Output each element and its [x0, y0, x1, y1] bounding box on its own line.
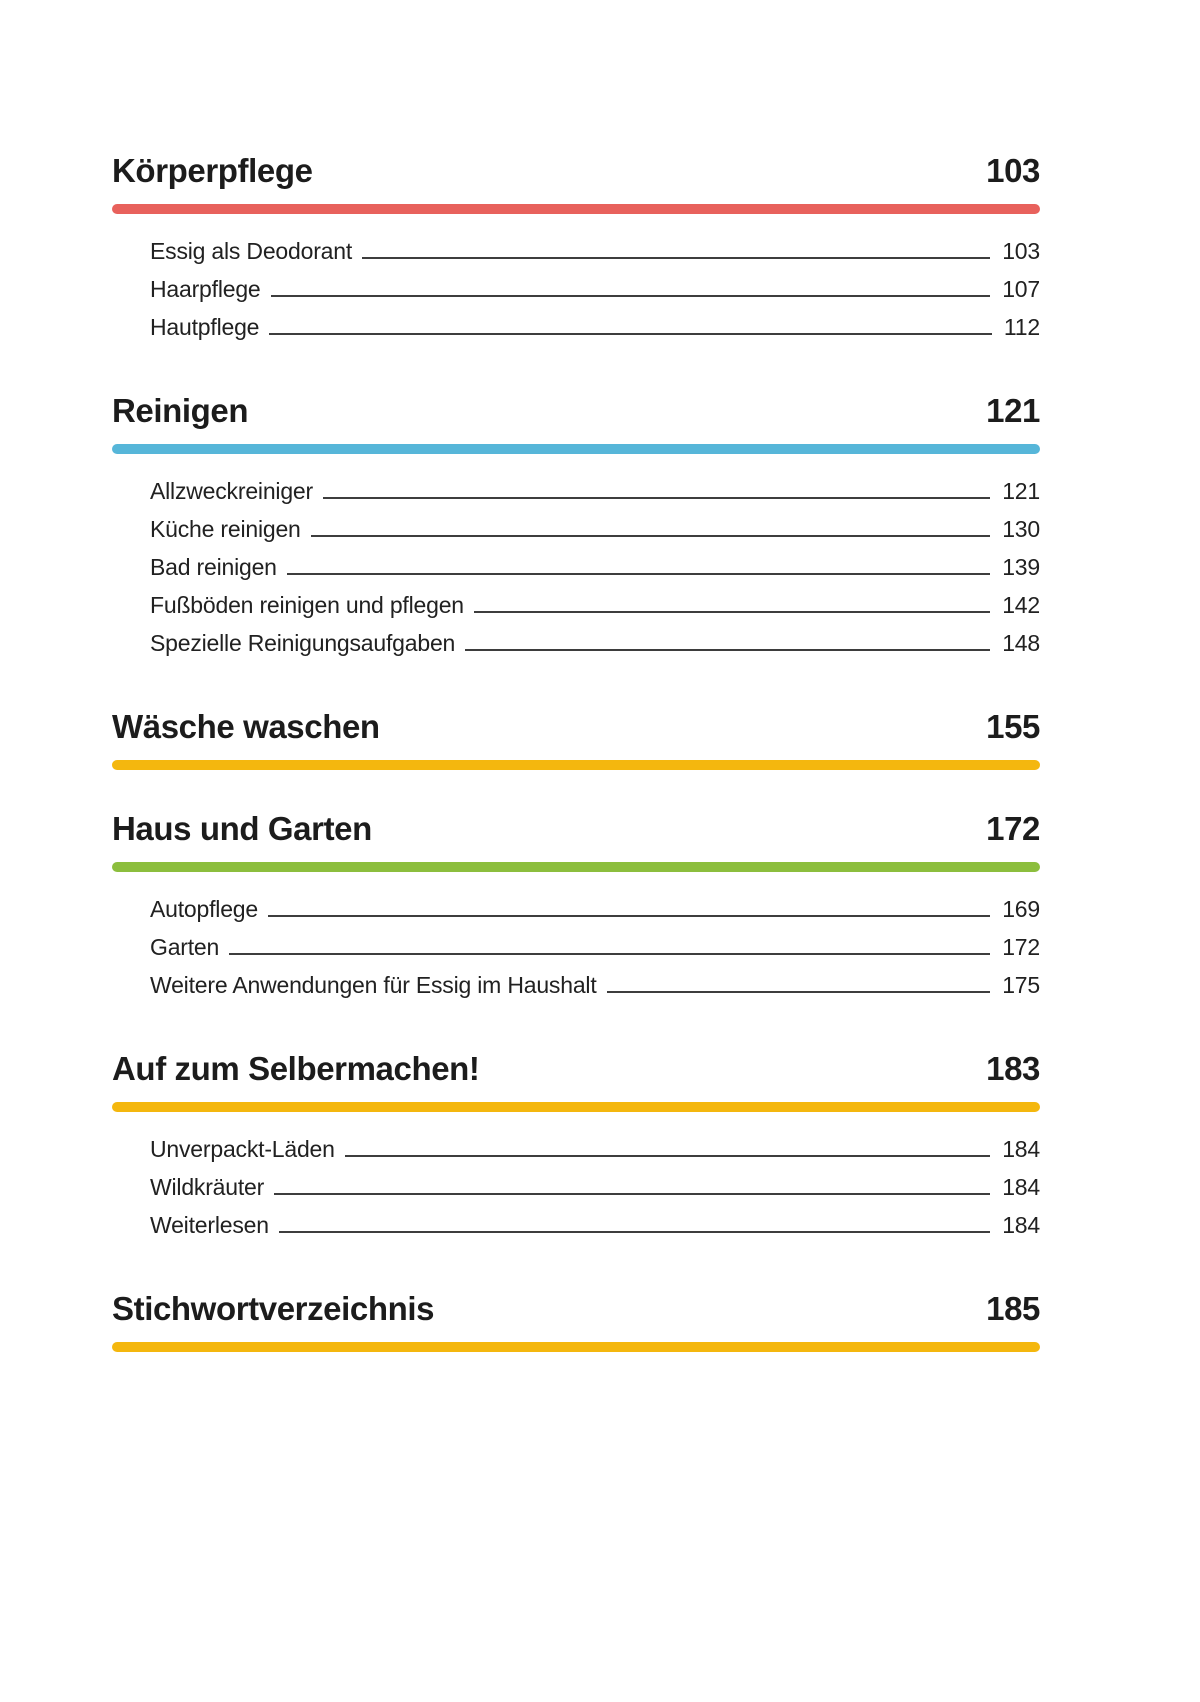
leader-line: [279, 1231, 990, 1233]
toc-entry-label: Weitere Anwendungen für Essig im Haushalt: [150, 972, 597, 998]
toc-entry-label: Unverpackt-Läden: [150, 1136, 335, 1162]
toc-entry-page-number: 148: [1002, 630, 1040, 656]
leader-line: [287, 573, 990, 575]
toc-entry-page-number: 139: [1002, 554, 1040, 580]
toc-entry-label: Weiterlesen: [150, 1212, 269, 1238]
section-heading-row: [112, 150, 1040, 192]
toc-entry: [150, 630, 1040, 668]
leader-line: [269, 333, 992, 335]
toc-sections-container: [112, 150, 1040, 1352]
toc-entry-label: Autopflege: [150, 896, 258, 922]
toc-entry: [150, 478, 1040, 516]
toc-entry: [150, 238, 1040, 276]
leader-line: [465, 649, 990, 651]
leader-line: [345, 1155, 990, 1157]
leader-line: [311, 535, 991, 537]
section-entries: [112, 872, 1040, 1010]
toc-entry-page-number: 169: [1002, 896, 1040, 922]
toc-entry-page-number: 112: [1003, 314, 1040, 340]
toc-entry-label: Bad reinigen: [150, 554, 277, 580]
toc-section: [112, 706, 1040, 770]
leader-line: [323, 497, 990, 499]
section-page-number: 185: [986, 1290, 1040, 1327]
leader-line: [362, 257, 990, 259]
section-heading-row: [112, 706, 1040, 748]
leader-line: [271, 295, 991, 297]
section-title: Stichwortverzeichnis: [112, 1290, 435, 1327]
section-heading-row: [112, 1288, 1040, 1330]
section-accent-bar: [112, 1102, 1040, 1112]
toc-entry: [150, 516, 1040, 554]
toc-entry: [150, 276, 1040, 314]
section-entries: [112, 454, 1040, 668]
toc-entry-label: Spezielle Reinigungsaufgaben: [150, 630, 456, 656]
toc-section: [112, 390, 1040, 668]
section-title: Wäsche waschen: [112, 708, 380, 745]
toc-entry-label: Küche reinigen: [150, 516, 301, 542]
leader-line: [229, 953, 990, 955]
toc-entry-page-number: 142: [1002, 592, 1040, 618]
toc-section: [112, 808, 1040, 1010]
section-entries: [112, 214, 1040, 352]
toc-entry-label: Wildkräuter: [150, 1174, 265, 1200]
toc-entry: [150, 1212, 1040, 1250]
toc-entry-page-number: 184: [1002, 1136, 1040, 1162]
section-heading-row: [112, 808, 1040, 850]
toc-entry: [150, 896, 1040, 934]
section-heading-row: [112, 1048, 1040, 1090]
toc-entry: [150, 934, 1040, 972]
section-page-number: 155: [986, 708, 1040, 745]
toc-entry: [150, 1136, 1040, 1174]
toc-entry-page-number: 121: [1002, 478, 1040, 504]
section-title: Körperpflege: [112, 152, 313, 189]
section-title: Reinigen: [112, 392, 249, 429]
toc-entry-label: Haarpflege: [150, 276, 261, 302]
leader-line: [274, 1193, 990, 1195]
toc-entry-page-number: 175: [1002, 972, 1040, 998]
section-title: Auf zum Selbermachen!: [112, 1050, 480, 1087]
section-page-number: 183: [986, 1050, 1040, 1087]
toc-entry-page-number: 107: [1002, 276, 1040, 302]
toc-entry: [150, 592, 1040, 630]
section-page-number: 121: [986, 392, 1040, 429]
section-entries: [112, 1112, 1040, 1250]
toc-entry-label: Hautpflege: [150, 314, 260, 340]
toc-entry-label: Essig als Deodorant: [150, 238, 353, 264]
toc-entry-page-number: 103: [1002, 238, 1040, 264]
toc-entry: [150, 314, 1040, 352]
toc-entry-page-number: 130: [1002, 516, 1040, 542]
leader-line: [607, 991, 991, 993]
toc-entry-page-number: 184: [1002, 1212, 1040, 1238]
section-page-number: 172: [986, 810, 1040, 847]
toc-section: [112, 150, 1040, 352]
toc-section: [112, 1048, 1040, 1250]
section-heading-row: [112, 390, 1040, 432]
toc-entry: [150, 1174, 1040, 1212]
toc-entry-page-number: 184: [1002, 1174, 1040, 1200]
section-page-number: 103: [986, 152, 1040, 189]
section-accent-bar: [112, 204, 1040, 214]
toc-entry-label: Fußböden reinigen und pflegen: [150, 592, 464, 618]
toc-entry-label: Garten: [150, 934, 220, 960]
section-title: Haus und Garten: [112, 810, 372, 847]
leader-line: [268, 915, 990, 917]
leader-line: [474, 611, 990, 613]
section-accent-bar: [112, 760, 1040, 770]
toc-entry: [150, 972, 1040, 1010]
section-accent-bar: [112, 862, 1040, 872]
toc-entry-label: Allzweckreiniger: [150, 478, 313, 504]
toc-section: [112, 1288, 1040, 1352]
section-accent-bar: [112, 1342, 1040, 1352]
section-accent-bar: [112, 444, 1040, 454]
toc-entry-page-number: 172: [1002, 934, 1040, 960]
toc-entry: [150, 554, 1040, 592]
